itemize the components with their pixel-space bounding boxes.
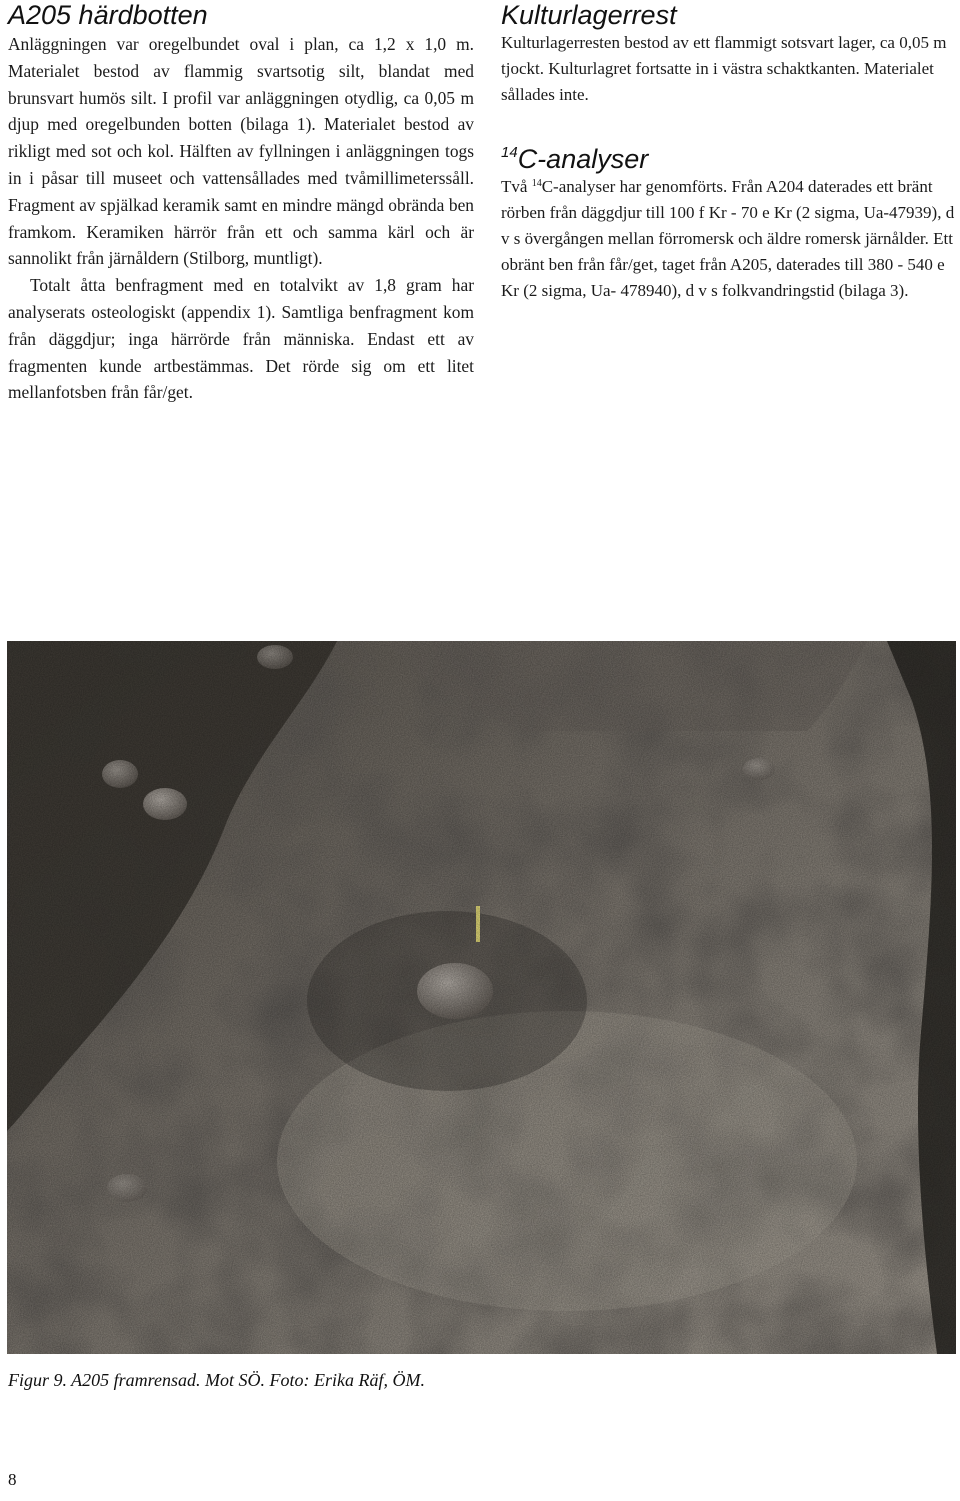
page-number: 8	[8, 1470, 17, 1489]
excavation-photo-drawing	[7, 641, 956, 1354]
c14-paragraph	[501, 174, 956, 304]
kulturlager-paragraph: Kulturlagerresten bestod av ett flammigt sotsvart lager, ca 0,05 m tjockt. Kulturlagret fortsatte in i västra schaktkanten. Materialet sållades inte.	[501, 33, 947, 104]
left-column	[8, 0, 474, 406]
c14-heading-text: C-analyser	[517, 144, 649, 174]
c14-paragraph-superscript: 14	[531, 178, 542, 189]
right-column	[501, 0, 956, 304]
a205-paragraph-1: Anläggningen var oregelbundet oval i plan, ca 1,2 x 1,0 m. Materialet bestod av flammig svartsotig silt, blandat med brunsvart humös silt. I profil var anläggningen otydlig, ca 0,05 m djup med oregelbunden botten (bilaga 1). Materialet bestod av rikligt med sot och kol. Hälften av fyllningen i anläggningen togs in i påsar till museet och vattensållades med tvåmillimeterssåll. Fragment av spjälkad keramik samt en mindre mängd obrända ben framkom. Keramiken härrör från ett och samma kärl och är sannolikt från järnåldern (Stilborg, muntligt).	[8, 34, 474, 269]
c14-paragraph-start: Två	[501, 177, 532, 196]
soil-grain	[7, 641, 956, 1354]
excavation-photo	[7, 641, 956, 1354]
section-heading-kulturlagerrest: Kulturlagerrest	[501, 0, 677, 30]
section-heading-a205: A205 härdbotten	[8, 0, 208, 30]
figure-caption: Figur 9. A205 framrensad. Mot SÖ. Foto: Erika Räf, ÖM.	[8, 1370, 425, 1390]
c14-superscript: 14	[501, 144, 518, 161]
a205-paragraph-2: Totalt åtta benfragment med en totalvikt av 1,8 gram har analyserats osteologiskt (appendix 1). Samtliga benfragment kom från däggdjur; inga härrörde från människa. Endast ett av fragmenten kunde artbestämmas. Det rörde sig om ett litet mellanfotsben från får/get.	[8, 275, 474, 403]
section-heading-c14	[501, 144, 956, 174]
c14-paragraph-rest: C-analyser har genomförts. Från A204 daterades ett bränt rörben från däggdjur till 100 f Kr - 70 e Kr (2 sigma, Ua-47939), d v s övergången mellan förromersk och äldre romersk järnålder. Ett obränt ben från får/get, taget från A205, daterades till 380 - 540 e Kr (2 sigma, Ua- 478940), d v s folkvandringstid (bilaga 3).	[501, 177, 955, 300]
